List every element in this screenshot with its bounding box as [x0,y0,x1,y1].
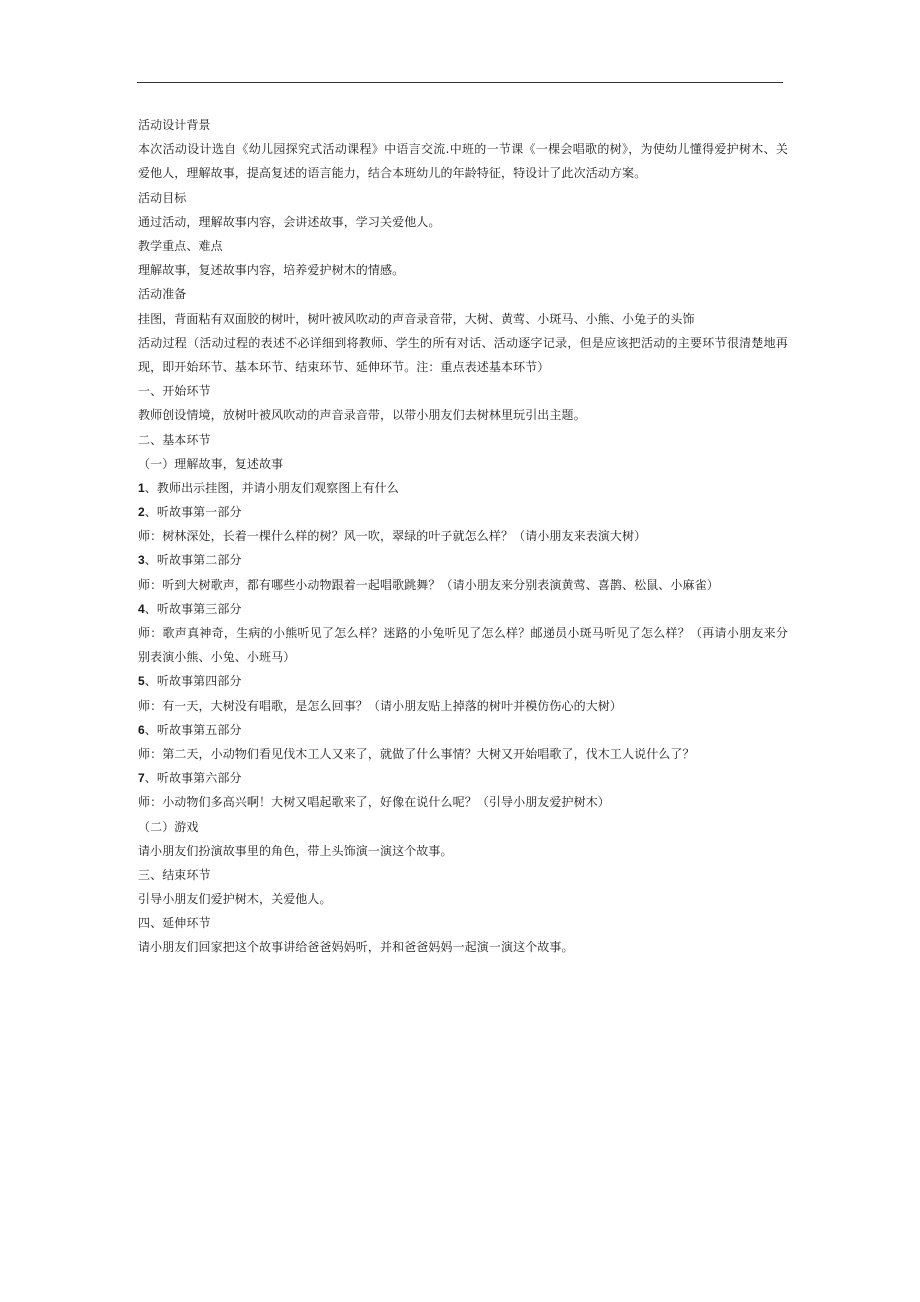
extension-paragraph: 请小朋友们回家把这个故事讲给爸爸妈妈听，并和爸爸妈妈一起演一演这个故事。 [138,940,574,955]
step-title [138,476,788,500]
step-number: 2 [138,505,145,520]
step-title [138,718,788,742]
step-text: 师：歌声真神奇，生病的小熊听见了怎么样？迷路的小兔听见了怎么样？邮递员小斑马听见了怎么样？（再请小朋友来分别表演小熊、小兔、小班马） [138,626,788,665]
step-number: 3 [138,553,145,568]
basic-heading: 二、基本环节 [138,432,211,447]
step-title-text: 、听故事第二部分 [144,553,242,568]
basic-subheading-story: （一）理解故事，复述故事 [138,456,284,471]
step-number: 6 [138,722,145,737]
step-title-text: 、教师出示挂图，并请小朋友们观察图上有什么 [144,480,399,495]
step-number: 4 [138,601,145,616]
step-number: 7 [138,771,145,786]
step-title [138,548,788,572]
game-paragraph: 请小朋友们扮演故事里的角色，带上头饰演一演这个故事。 [138,843,453,858]
opening-paragraph: 教师创设情境，放树叶被风吹动的声音录音带，以带小朋友们去树林里玩引出主题。 [138,408,586,423]
ending-heading: 三、结束环节 [138,867,211,882]
header-rule [137,82,783,83]
preparation-paragraph: 挂图，背面粘有双面胶的树叶，树叶被风吹动的声音录音带，大树、黄莺、小斑马、小熊、小兔子的头饰 [138,311,695,326]
step-title-text: 、听故事第六部分 [144,771,242,786]
section-heading-goals: 活动目标 [138,190,187,205]
step-title [138,500,788,524]
step-title-text: 、听故事第四部分 [144,674,242,689]
step-text: 师：听到大树歌声，都有哪些小动物跟着一起唱歌跳舞？（请小朋友来分别表演黄莺、喜鹊、松鼠、小麻雀） [138,577,719,592]
ending-paragraph: 引导小朋友们爱护树木，关爱他人。 [138,892,332,907]
step-number: 5 [138,674,145,689]
focus-paragraph: 理解故事，复述故事内容，培养爱护树木的情感。 [138,263,405,278]
step-title-text: 、听故事第三部分 [144,601,242,616]
step-number: 1 [138,480,145,495]
basic-subheading-game: （二）游戏 [138,819,199,834]
process-intro-paragraph: 活动过程（活动过程的表述不必详细到将教师、学生的所有对话、活动逐字记录，但是应该把活动的主要环节很清楚地再现，即开始环节、基本环节、结束环节、延伸环节。注：重点表述基本环节） [138,335,788,374]
step-title [138,766,788,790]
extension-heading: 四、延伸环节 [138,916,211,931]
section-heading-background: 活动设计背景 [138,118,211,132]
goals-paragraph: 通过活动，理解故事内容，会讲述故事，学习关爱他人。 [138,214,441,229]
section-heading-focus: 教学重点、难点 [138,238,223,253]
step-title [138,597,788,621]
step-text: 师：树林深处，长着一棵什么样的树？风一吹，翠绿的叶子就怎么样？（请小朋友来表演大树） [138,529,647,544]
step-title [138,669,788,693]
step-text: 师：小动物们多高兴啊！大树又唱起歌来了，好像在说什么呢？（引导小朋友爱护树木） [138,795,610,810]
step-text: 师：第二天，小动物们看见伐木工人又来了，就做了什么事情？大树又开始唱歌了，伐木工人说什么了？ [138,746,695,761]
step-text: 师：有一天，大树没有唱歌，是怎么回事？（请小朋友贴上掉落的树叶并模仿伤心的大树） [138,698,623,713]
opening-heading: 一、开始环节 [138,384,211,399]
background-paragraph: 本次活动设计选自《幼儿园探究式活动课程》中语言交流.中班的一节课《一棵会唱歌的树》，为使幼儿懂得爱护树木、关爱他人，理解故事，提高复述的语言能力，结合本班幼儿的年龄特征，特设计了此次活动方案。 [138,142,788,181]
section-heading-preparation: 活动准备 [138,287,187,302]
step-title-text: 、听故事第一部分 [144,505,242,520]
document-body [138,113,788,960]
step-title-text: 、听故事第五部分 [144,722,242,737]
